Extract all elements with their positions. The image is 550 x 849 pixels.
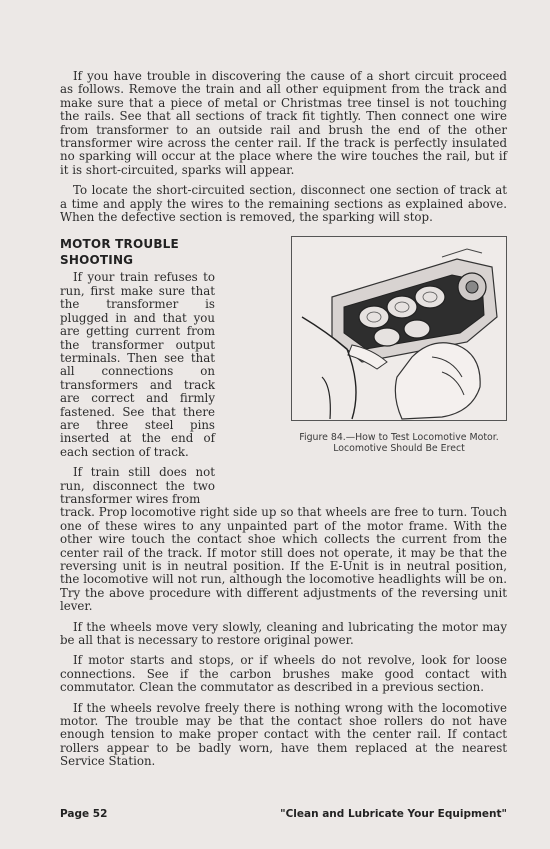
- section-paragraph-2-continued: track. Prop locomotive right side up so that wheels are free to turn. Touch one of these wires to any unpainted part of the motor frame. With the other wire touch the contact shoe which collects the current from the center rail of the track. If motor still does not operate, it may be that the reversing unit is in neutral position. If the E-Unit is in neutral position, the locomotive will not run, although the locomotive headlights will be on. Try the above procedure with different adjustments of the reversing unit lever.: [60, 505, 507, 614]
- section-paragraph-2-start: If train still does not run, disconnect the two transformer wires from: [60, 465, 215, 506]
- figure-84-illustration: [291, 236, 507, 421]
- page-body: [60, 70, 507, 769]
- locomotive-motor-drawing: [292, 237, 506, 420]
- intro-paragraph-2: To locate the short-circuited section, disconnect one section of track at a time and apply the wires to the remaining sections as explained above. When the defective section is removed, the sparking will stop.: [60, 183, 507, 225]
- paragraph-wheels-revolve: If the wheels revolve freely there is nothing wrong with the locomotive motor. The trouble may be that the contact shoe rollers do not have enough tension to make proper contact with the center rail. If contact rollers appear to be badly worn, have them replaced at the nearest Service Station.: [60, 700, 507, 769]
- footer-slogan: "Clean and Lubricate Your Equipment": [280, 808, 507, 820]
- figure-caption: Figure 84.—How to Test Locomotive Motor. Locomotive Should Be Erect: [299, 432, 499, 455]
- paragraph-wheels-slow: If the wheels move very slowly, cleaning and lubricating the motor may be all that is necessary to restore original power.: [60, 619, 507, 648]
- intro-paragraph-1: If you have trouble in discovering the cause of a short circuit proceed as follows. Remove the train and all other equipment from the track and make sure that a piece of metal or Christmas tree tinsel is not touching the rails. See that all sections of track fit tightly. Then connect one wire from transformer to an outside rail and brush the end of the other transformer wire across the center rail. If the track is perfectly insulated no sparking will occur at the place where the wire touches the rail, but if it is short-circuited, sparks will appear.: [60, 69, 507, 177]
- page-number: Page 52: [60, 808, 108, 820]
- section-paragraph-1: If your train refuses to run, first make sure that the transformer is plugged in and that you are getting current from the transformer output terminals. Then see that all connections on transformers and track are correct and firmly fastened. See that there are three steel pins inserted at the end of each section of track.: [60, 270, 215, 459]
- section-heading: MOTOR TROUBLE SHOOTING: [60, 237, 179, 268]
- paragraph-motor-starts-stops: If motor starts and stops, or if wheels do not revolve, look for loose connections. See if the carbon brushes make good contact with commutator. Clean the commutator as described in a previous section.: [60, 653, 507, 695]
- motor-trouble-section: [60, 236, 507, 613]
